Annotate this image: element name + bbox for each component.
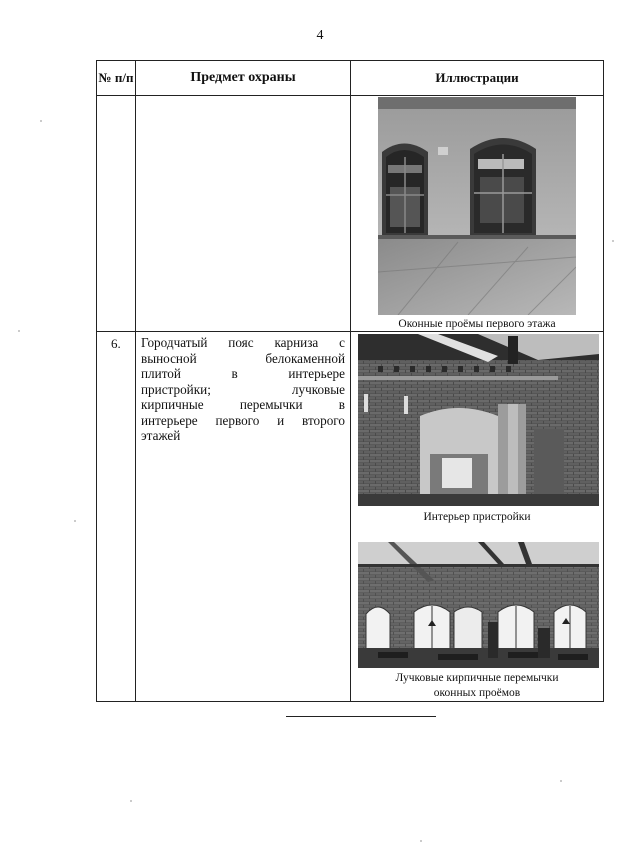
arched-lintels-photo — [358, 542, 599, 668]
scan-speck — [130, 800, 132, 802]
annex-interior-caption: Интерьер пристройки — [423, 511, 531, 523]
description-line: пристройки; лучковые — [141, 381, 345, 397]
description-line: этажей — [141, 428, 181, 443]
description-line: кирпичные перемычки в — [141, 397, 345, 412]
ground-floor-windows-caption: Оконные проёмы первого этажа — [398, 318, 556, 330]
annex-interior-photo — [358, 334, 599, 506]
scan-speck — [560, 780, 562, 782]
caption-line: оконных проёмов — [433, 687, 521, 699]
row-number: 6. — [111, 336, 121, 351]
column-divider — [350, 61, 351, 701]
end-rule — [286, 716, 436, 717]
ground-floor-windows-photo — [378, 97, 576, 315]
description-line: плитой в интерьере — [141, 366, 345, 381]
header-num: № п/п — [98, 70, 134, 85]
protection-subject-description — [141, 335, 345, 444]
description-line: Городчатый пояс карниза с — [141, 335, 345, 350]
protection-subject-table — [96, 60, 604, 702]
header-illustrations: Иллюстрации — [435, 70, 519, 85]
scan-speck — [40, 120, 42, 122]
page-number: 4 — [316, 28, 324, 43]
description-line: выносной белокаменной — [141, 350, 345, 366]
header-subject: Предмет охраны — [190, 70, 296, 85]
scan-speck — [18, 330, 20, 332]
caption-line: Лучковые кирпичные перемычки — [395, 672, 559, 684]
header-divider — [97, 95, 603, 96]
description-line: интерьере первого и второго — [141, 412, 345, 428]
scan-speck — [612, 240, 614, 242]
arched-lintels-caption — [351, 671, 603, 701]
scan-speck — [420, 840, 422, 842]
column-divider — [135, 61, 136, 701]
scan-speck — [74, 520, 76, 522]
